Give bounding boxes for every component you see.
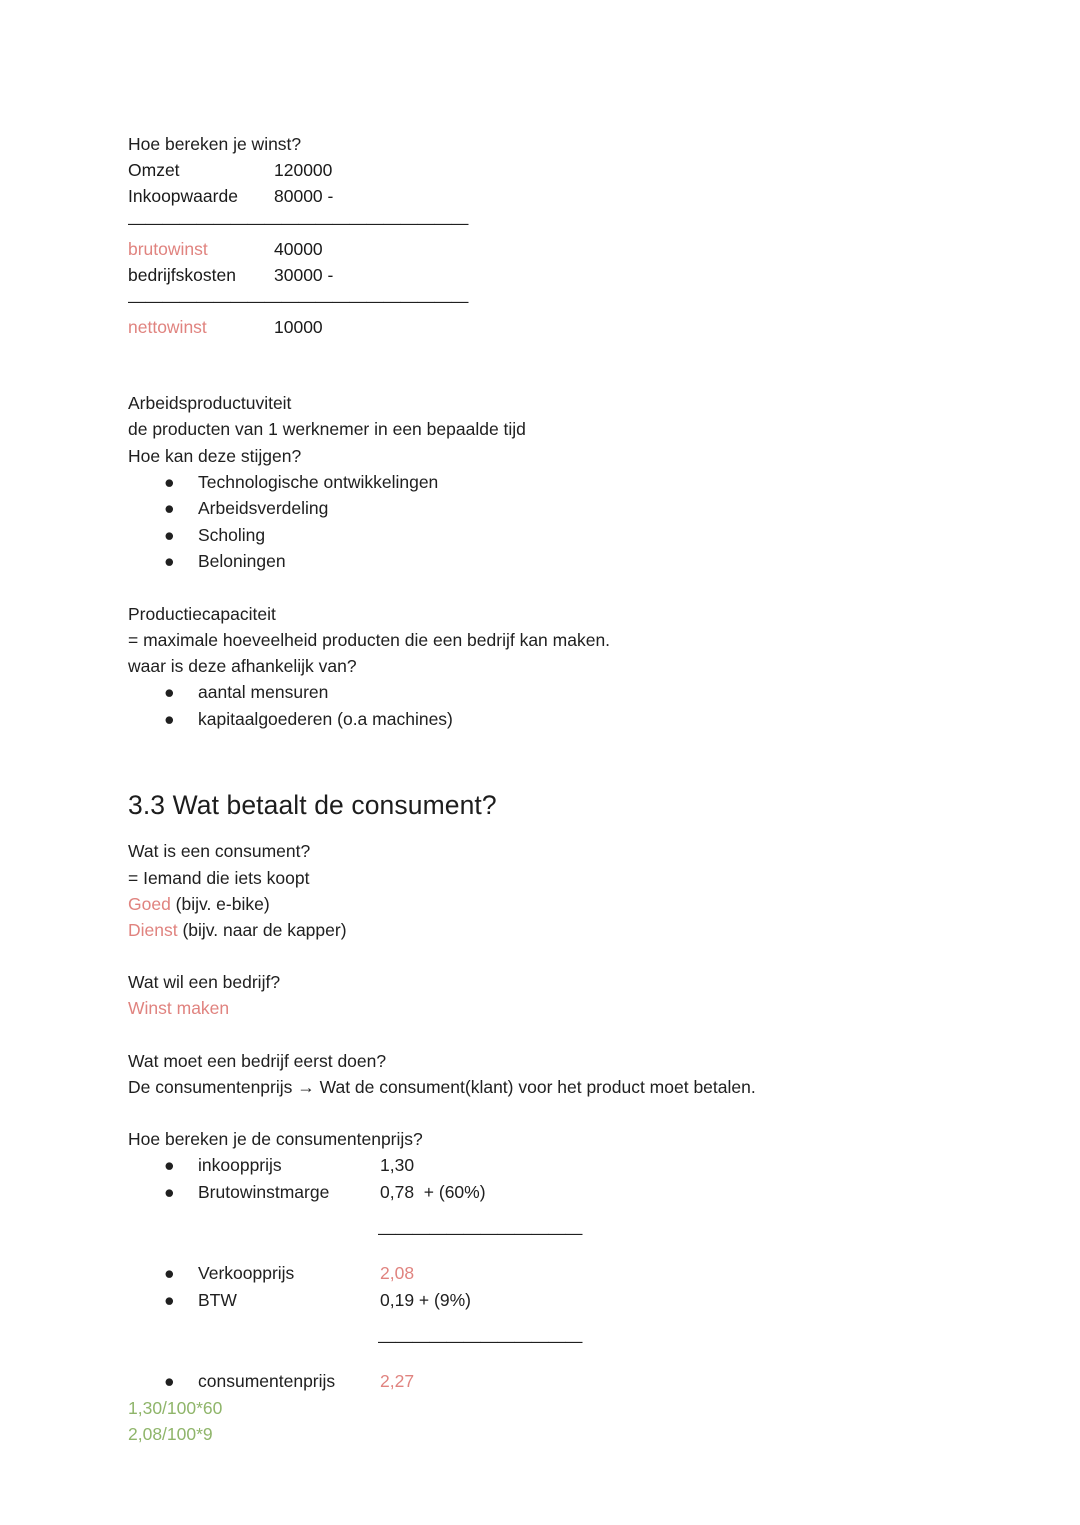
capacity-title: Productiecapaciteit [128,603,276,624]
price-divider-2: ———————————— [378,1331,582,1352]
productivity-definition: de producten van 1 werknemer in een bepaalde tijd [128,419,526,440]
consumer-question: Wat is een consument? [128,841,311,862]
price-value-verkoopprijs: 2,08 [380,1263,415,1284]
list-item-label: kapitaalgoederen (o.a machines) [198,708,453,729]
list-item [128,706,968,733]
price-value-consumentenprijs: 2,27 [380,1371,415,1392]
profit-label-inkoopwaarde: Inkoopwaarde [128,186,238,207]
list-item [128,548,968,575]
list-item [128,495,968,522]
price-label-consumentenprijs: consumentenprijs [198,1371,336,1392]
profit-label-omzet: Omzet [128,160,180,181]
price-row-inkoopprijs [128,1152,968,1179]
formula-line-2: 2,08/100*9 [128,1424,213,1445]
price-label-inkoopprijs: inkoopprijs [198,1155,282,1176]
list-item-label: Arbeidsverdeling [198,498,329,519]
bullet-icon: ● [164,1263,175,1284]
price-calculation-block [128,1126,968,1448]
list-item [128,679,968,706]
profit-value-omzet: 120000 [274,160,333,181]
goed-label: Goed [128,893,171,914]
spacer-11 [128,1354,968,1368]
profit-calculation-block [128,131,968,340]
productivity-block [128,390,968,575]
price-row-brutowinstmarge [128,1179,968,1206]
company-goal-block [128,969,968,1021]
spacer-10 [128,1314,968,1328]
first-step-question: Wat moet een bedrijf eerst doen? [128,1050,387,1071]
profit-row-inkoopwaarde [128,183,968,209]
bullet-icon: ● [164,1155,175,1176]
price-row-verkoopprijs [128,1260,968,1287]
spacer-4 [128,822,968,838]
profit-row-nettowinst [128,314,968,340]
profit-label-brutowinst: brutowinst [128,238,208,259]
spacer-1 [128,340,968,390]
profit-value-brutowinst: 40000 [274,238,323,259]
dienst-example: (bijv. naar de kapper) [177,920,347,941]
spacer-9 [128,1246,968,1260]
price-label-btw: BTW [198,1290,237,1311]
first-step-block [128,1048,968,1100]
consumer-definition-block [128,838,968,943]
capacity-list [128,679,968,732]
page-title: 3.3 Wat betaalt de consument? [128,790,497,821]
list-item [128,522,968,549]
price-label-brutowinstmarge: Brutowinstmarge [198,1182,330,1203]
spacer-3 [128,732,968,788]
profit-divider-1: ———————————————————— [128,212,468,233]
price-value-inkoopprijs: 1,30 [380,1155,415,1176]
profit-question: Hoe bereken je winst? [128,134,302,154]
bullet-icon: ● [164,1290,175,1311]
profit-value-bedrijfskosten: 30000 - [274,264,334,285]
bullet-icon: ● [164,1371,175,1392]
goed-line [128,891,968,917]
list-item-label: Scholing [198,524,266,545]
capacity-block [128,601,968,733]
price-row-consumentenprijs [128,1368,968,1395]
bullet-icon: ● [164,524,175,545]
profit-value-nettowinst: 10000 [274,317,323,338]
bullet-icon: ● [164,551,175,572]
price-label-verkoopprijs: Verkoopprijs [198,1263,295,1284]
price-question: Hoe bereken je de consumentenprijs? [128,1129,423,1150]
bullet-icon: ● [164,471,175,492]
price-list-3 [128,1368,968,1395]
spacer-5 [128,943,968,969]
profit-label-bedrijfskosten: bedrijfskosten [128,264,236,285]
dienst-line [128,917,968,943]
spacer-6 [128,1022,968,1048]
profit-label-nettowinst: nettowinst [128,317,207,338]
capacity-definition: = maximale hoeveelheid producten die een bedrijf kan maken. [128,630,611,651]
company-answer: Winst maken [128,998,230,1019]
profit-row-brutowinst [128,236,968,262]
price-list [128,1152,968,1206]
dienst-label: Dienst [128,920,178,941]
spacer-2 [128,575,968,601]
goed-example: (bijv. e-bike) [170,893,270,914]
price-row-btw [128,1287,968,1314]
formula-line-1: 1,30/100*60 [128,1398,223,1419]
first-step-answer: De consumentenprijs → Wat de consument(klant) voor het product moet betalen. [128,1076,756,1097]
spacer-7 [128,1100,968,1126]
document-body [128,131,968,1448]
productivity-title: Arbeidsproductuviteit [128,393,292,414]
spacer-8 [128,1206,968,1220]
bullet-icon: ● [164,682,175,703]
price-value-brutowinstmarge: 0,78 + (60%) [380,1182,486,1203]
price-value-btw: 0,19 + (9%) [380,1290,471,1311]
price-divider-1: ———————————— [378,1223,582,1244]
productivity-question: Hoe kan deze stijgen? [128,445,302,466]
capacity-question: waar is deze afhankelijk van? [128,656,357,677]
profit-divider-2: ———————————————————— [128,291,468,312]
consumer-definition: = Iemand die iets koopt [128,867,310,888]
profit-row-bedrijfskosten [128,262,968,288]
bullet-icon: ● [164,1182,175,1203]
bullet-icon: ● [164,498,175,519]
list-item [128,469,968,496]
bullet-icon: ● [164,708,175,729]
list-item-label: Technologische ontwikkelingen [198,471,439,492]
company-question: Wat wil een bedrijf? [128,972,281,993]
list-item-label: Beloningen [198,551,286,572]
profit-row-omzet [128,157,968,183]
productivity-list [128,469,968,575]
profit-value-inkoopwaarde: 80000 - [274,186,334,207]
price-list-2 [128,1260,968,1314]
list-item-label: aantal mensuren [198,682,329,703]
